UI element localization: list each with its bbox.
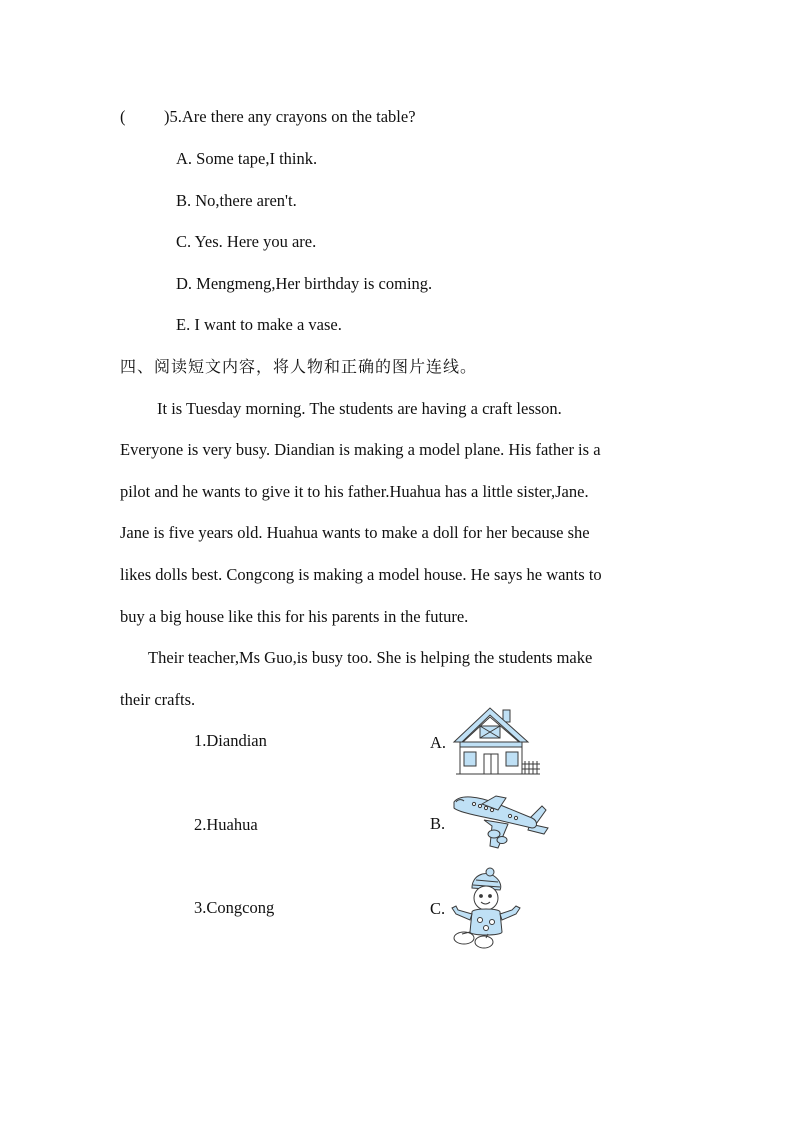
option-e: E. I want to make a vase. (176, 315, 342, 334)
answer-blank: ( (120, 107, 126, 126)
passage-line: Everyone is very busy. Diandian is making a model plane. His father is a (120, 440, 601, 459)
match-name-diandian[interactable]: 1.Diandian (194, 731, 267, 750)
house-picture[interactable] (450, 706, 542, 778)
match-letter-c[interactable]: C. (430, 899, 446, 918)
question-text: )5.Are there any crayons on the table? (164, 107, 416, 126)
option-d: D. Mengmeng,Her birthday is coming. (176, 274, 433, 293)
match-name-congcong[interactable]: 3.Congcong (194, 898, 275, 917)
section-title: 四、阅读短文内容，将人物和正确的图片连线。 (120, 357, 478, 376)
passage-line: buy a big house like this for his parents in the future. (120, 607, 469, 626)
passage-line: likes dolls best. Congcong is making a model house. He says he wants to (120, 565, 602, 584)
plane-picture[interactable] (448, 790, 550, 852)
match-letter-b[interactable]: B. (430, 814, 446, 833)
passage-line: their crafts. (120, 690, 196, 709)
option-c: C. Yes. Here you are. (176, 232, 317, 251)
question-5 (120, 107, 416, 127)
option-b: B. No,there aren't. (176, 191, 297, 210)
passage-line: Their teacher,Ms Guo,is busy too. She is helping the students make (148, 648, 593, 667)
match-letter-a[interactable]: A. (430, 733, 447, 752)
passage-line: Jane is five years old. Huahua wants to make a doll for her because she (120, 523, 590, 542)
passage-line: It is Tuesday morning. The students are having a craft lesson. (157, 399, 562, 418)
doll-picture[interactable] (450, 866, 522, 950)
option-a: A. Some tape,I think. (176, 149, 318, 168)
passage-line: pilot and he wants to give it to his father.Huahua has a little sister,Jane. (120, 482, 589, 501)
match-name-huahua[interactable]: 2.Huahua (194, 815, 258, 834)
